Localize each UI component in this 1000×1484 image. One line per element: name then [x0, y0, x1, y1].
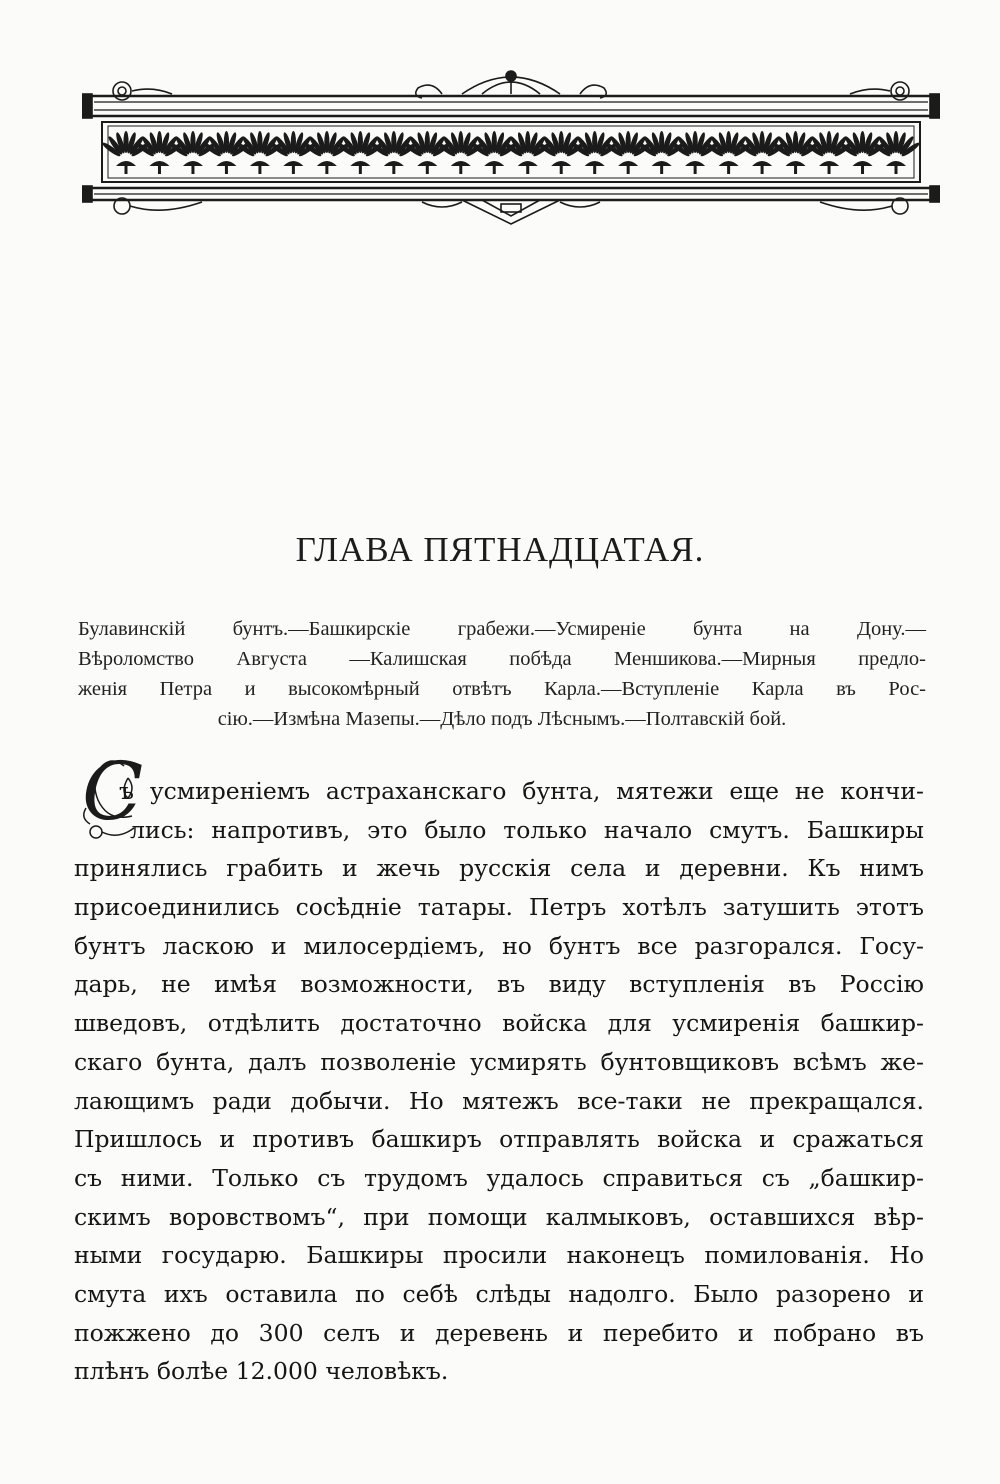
summary-line: Вѣроломство Августа —Калишская побѣда Меншикова.—Мирныя предло-	[78, 648, 926, 670]
text-line: съ ними. Только съ трудомъ удалось справиться съ „башкир-	[74, 1163, 924, 1192]
summary-line: Булавинскій бунтъ.—Башкирскіе грабежи.—Усмиреніе бунта на Дону.—	[78, 618, 926, 640]
text-line: присоединились сосѣдніе татары. Петръ хотѣлъ затушить этотъ	[74, 893, 924, 922]
text-line: принялись грабить и жечь русскія села и деревни. Къ нимъ	[74, 854, 924, 883]
text-line: ными государю. Башкиры просили наконецъ помилованія. Но	[74, 1241, 924, 1270]
chapter-title: ГЛАВА ПЯТНАДЦАТАЯ.	[295, 530, 705, 569]
ornamental-headpiece	[82, 66, 940, 226]
summary-line: женія Петра и высокомѣрный отвѣтъ Карла.—Вступленіе Карла въ Рос-	[78, 678, 926, 700]
body-text	[74, 772, 924, 1391]
text-line: дарь, не имѣя возможности, въ виду вступленія въ Россію	[74, 970, 924, 999]
text-line: бунтъ ласкою и милосердіемъ, но бунтъ все разгорался. Госу-	[74, 931, 924, 960]
text-line: лающимъ ради добычи. Но мятежъ все-таки не прекращался.	[74, 1086, 924, 1115]
drop-cap-letter: С	[82, 745, 144, 838]
text-line: пожжено до 300 селъ и деревень и перебито и побрано въ	[74, 1318, 924, 1347]
summary-line: сію.—Измѣна Мазепы.—Дѣло подъ Лѣснымъ.—Полтавскій бой.	[217, 708, 787, 730]
chapter-summary	[78, 614, 926, 734]
text-line: скимъ воровствомъ“, при помощи калмыковъ, оставшихся вѣр-	[74, 1202, 924, 1231]
text-line: смута ихъ оставила по себѣ слѣды надолго. Было разорено и	[74, 1279, 924, 1308]
text-line: плѣнъ болѣе 12.000 человѣкъ.	[74, 1357, 449, 1386]
text-line: Пришлось и противъ башкиръ отправлять войска и сражаться	[74, 1125, 924, 1154]
text-line: скаго бунта, далъ позволеніе усмирять бунтовщиковъ всѣмъ же-	[74, 1047, 924, 1076]
text-line: ъ усмиреніемъ астраханскаго бунта, мятежи еще не кончи-	[119, 777, 924, 805]
text-line: лись: напротивъ, это было только начало смутъ. Башкиры	[130, 815, 924, 844]
text-line: шведовъ, отдѣлить достаточно войска для усмиренія башкир-	[74, 1009, 924, 1038]
